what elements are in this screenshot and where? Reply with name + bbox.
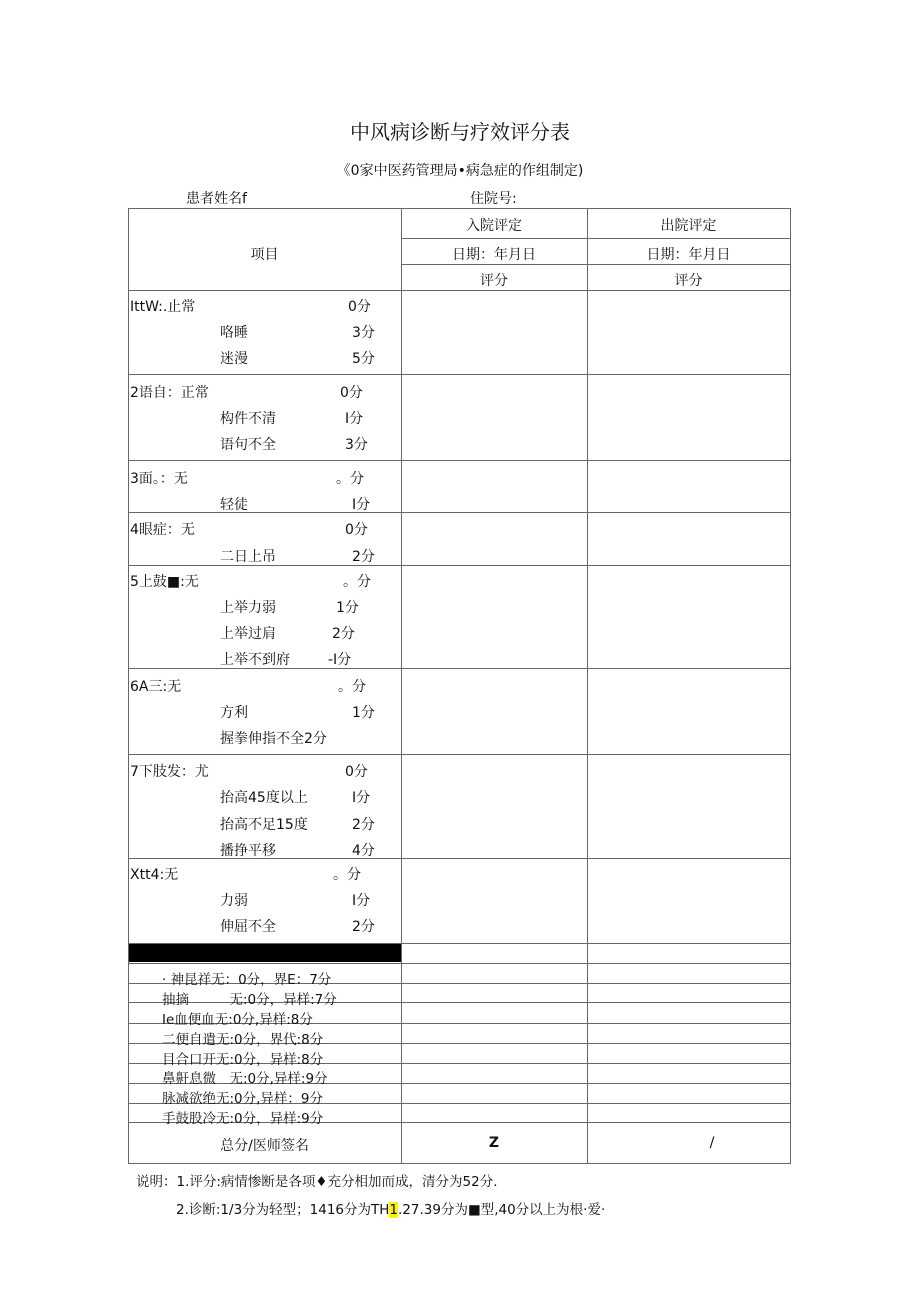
criterion-score: I分: [352, 497, 371, 513]
criterion-label: 抬高不足15度: [220, 817, 308, 833]
note-line-2-start: 2.诊断:1/3分为轻型；1416分为TH: [176, 1202, 390, 1218]
criterion-score: -I分: [328, 652, 352, 668]
header-line-1: [401, 238, 791, 239]
symptom-row: 二便自遣无:0分，界代:8分: [162, 1032, 324, 1048]
criterion-score: 2分: [352, 919, 375, 935]
criterion-score: I分: [345, 411, 364, 427]
criterion-score: 。分: [333, 867, 361, 883]
criterion-score: 0分: [345, 764, 368, 780]
symptom-row: 手鼓股冷无:0分，异样:9分: [162, 1111, 324, 1127]
note-line-2-end: .27.39分为■型,40分以上为根·爱·: [398, 1202, 606, 1218]
symptom-row: 目合口开无:0分，异样:8分: [162, 1052, 324, 1068]
criterion-label: 方利: [220, 705, 248, 721]
table-border-left: [128, 208, 129, 1164]
criterion-label: 2语自：正常: [130, 385, 209, 401]
criterion-label: 4眼症：无: [130, 522, 195, 538]
symptom-row: · 神昆祥无：0分，界E：7分: [162, 972, 332, 988]
criterion-label: 迷漫: [220, 351, 248, 367]
criterion-score: 2分: [352, 817, 375, 833]
admission-no-label: 住院号:: [470, 191, 517, 207]
criterion-score: 。分: [336, 471, 364, 487]
note-line-1: 说明：1.评分:病情惨断是各项♦充分相加而成，清分为52分.: [136, 1174, 498, 1190]
criterion-label: 力弱: [220, 893, 248, 909]
criterion-score: 。分: [343, 574, 371, 590]
admit-score-header: 评分: [480, 273, 508, 289]
criterion-score: 3分: [352, 325, 375, 341]
criterion-score: 0分: [345, 522, 368, 538]
criterion-score: 1分: [336, 600, 359, 616]
admit-eval-header: 入院评定: [466, 218, 522, 234]
criterion-label: 抬高45度以上: [220, 790, 308, 806]
discharge-total-value: /: [709, 1135, 715, 1151]
section-line: [128, 460, 791, 461]
column-divider-2: [587, 208, 588, 1164]
criterion-score: 5分: [352, 351, 375, 367]
criterion-label: 7下肢发：尤: [130, 764, 209, 780]
criterion-label: 5上鼓■:无: [130, 574, 199, 590]
criterion-label: 伸屈不全: [220, 919, 276, 935]
criterion-label: 构件不清: [220, 411, 276, 427]
criterion-score: 1分: [352, 705, 375, 721]
page-subtitle: 《0家中医药管理局•病急症的作组制定): [336, 163, 584, 179]
highlighted-digit: 1: [389, 1202, 399, 1218]
criterion-label: 语句不全: [220, 437, 276, 453]
header-line-2: [401, 264, 791, 265]
patient-name-label: 患者姓名f: [186, 191, 247, 207]
criterion-score: 4分: [352, 843, 375, 859]
criterion-label: 握拳伸指不全2分: [220, 731, 327, 747]
criterion-score: 0分: [340, 385, 363, 401]
note-line-2: [176, 1198, 605, 1218]
criterion-label: 咯睡: [220, 325, 248, 341]
section-line: [128, 374, 791, 375]
criterion-score: 2分: [352, 549, 375, 565]
criterion-label: Xtt4:无: [130, 867, 179, 883]
symptom-row: 鼻鼾息微 无:0分,异样:9分: [162, 1071, 328, 1087]
discharge-score-header: 评分: [674, 273, 703, 289]
criterion-label: 播挣平移: [220, 843, 276, 859]
criterion-label: 3面。：无: [130, 471, 188, 487]
criterion-label: 二日上吊: [220, 549, 276, 565]
criterion-label: 轻徒: [220, 497, 248, 513]
symptom-row: 脉减欲绝无:0分,异样：9分: [162, 1091, 324, 1107]
extra-row-line: [128, 963, 791, 964]
table-border-right: [790, 208, 791, 1164]
table-border-bottom: [128, 1163, 791, 1164]
table-border-top: [128, 208, 791, 209]
criterion-score: 3分: [345, 437, 368, 453]
section-line: [128, 754, 791, 755]
redacted-bar: [129, 944, 401, 962]
admit-date-header: 日期：年月日: [452, 247, 536, 263]
criterion-score: 。分: [338, 679, 366, 695]
criterion-label: 上举力弱: [220, 600, 276, 616]
symptom-row: 抽摘 无:0分，异样:7分: [162, 992, 337, 1008]
criterion-label: 6A三:无: [130, 679, 182, 695]
column-divider-1: [401, 208, 402, 1164]
item-header: 项目: [250, 247, 279, 263]
criterion-score: 0分: [348, 299, 371, 315]
discharge-date-header: 日期：年月日: [646, 247, 731, 263]
criterion-score: I分: [352, 790, 371, 806]
symptom-row: Ie血便血无:0分,异样:8分: [162, 1012, 313, 1028]
discharge-eval-header: 出院评定: [660, 218, 717, 234]
total-signature-label: 总分/医师签名: [220, 1138, 309, 1154]
criterion-score: I分: [352, 893, 371, 909]
header-line-3: [128, 290, 791, 291]
criterion-label: 上举不到府: [220, 652, 290, 668]
criterion-score: 2分: [332, 626, 355, 642]
criterion-label: 上举过肩: [220, 626, 276, 642]
page-title: 中风病诊断与疗效评分表: [350, 120, 570, 144]
admit-total-value: Z: [488, 1135, 500, 1151]
criterion-label: IttW:.止常: [130, 299, 196, 315]
